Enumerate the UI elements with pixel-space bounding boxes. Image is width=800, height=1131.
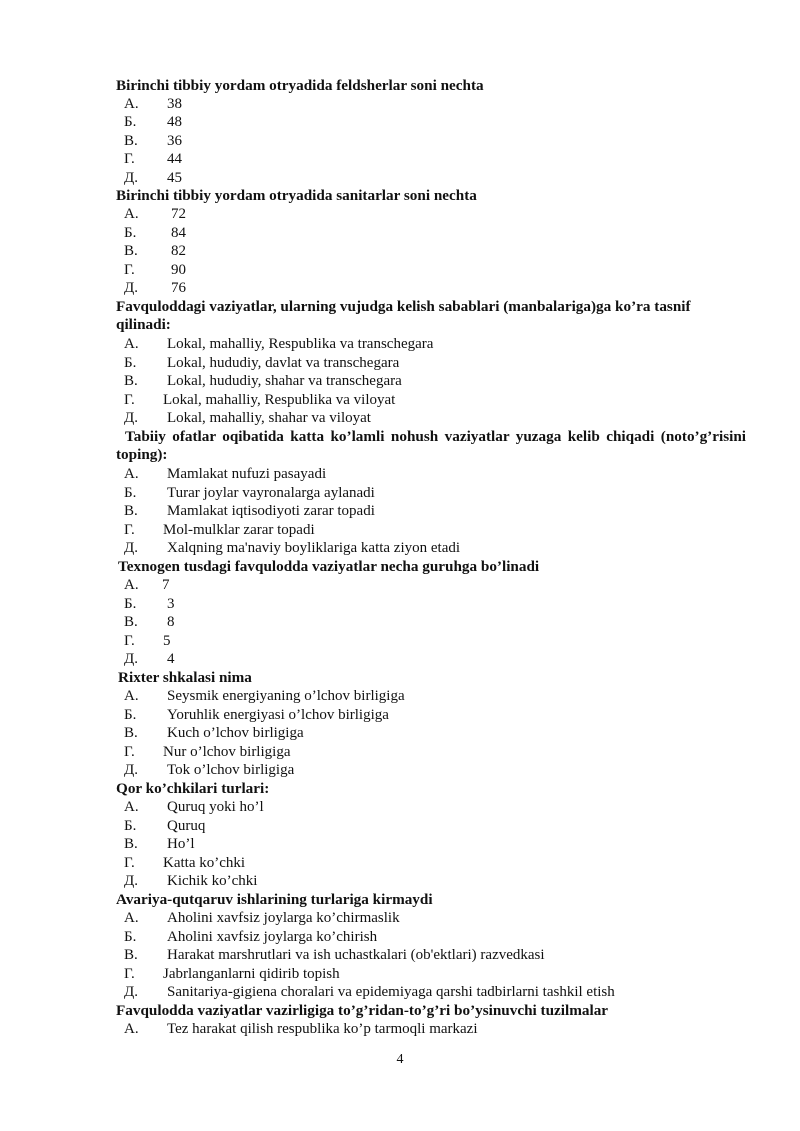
answer-text: Mamlakat nufuzi pasayadi [167,466,327,482]
answer-letter: Д. [124,280,138,296]
answer-text: Lokal, mahalliy, Respublika va transchegara [167,336,434,352]
page-number: 4 [396,1052,404,1067]
answer-letter: А. [124,799,139,815]
answer-letter: А. [124,206,139,222]
answer-letter: А. [124,336,139,352]
answer-letter: Б. [124,929,137,945]
answer-text: Lokal, hududiy, davlat va transchegara [167,355,400,371]
question-title: Qor ko’chkilari turlari: [116,780,270,797]
answer-text: 5 [163,633,171,649]
answer-letter: В. [124,503,138,519]
answer-text: 3 [167,596,175,612]
question-title: Texnogen tusdagi favqulodda vaziyatlar necha guruhga bo’linadi [118,558,540,575]
answer-letter: Б. [124,114,137,130]
answer-text: 38 [167,96,182,112]
answer-text: Seysmik energiyaning o’lchov birligiga [167,688,405,704]
answer-text: 7 [162,577,170,593]
answer-text: Lokal, mahalliy, shahar va viloyat [167,410,371,426]
question-title: Favqulodda vaziyatlar vazirligiga to’g’ridan-to’g’ri bo’ysinuvchi tuzilmalar [116,1002,609,1019]
answer-letter: Б. [124,225,137,241]
answer-text: Quruq yoki ho’l [167,799,264,815]
answer-letter: Д. [124,873,138,889]
answer-text: 44 [167,151,182,167]
answer-text: Yoruhlik energiyasi o’lchov birligiga [167,707,389,723]
answer-text: Jabrlanganlarni qidirib topish [163,966,340,982]
answer-text: 76 [171,280,186,296]
answer-letter: А. [124,1021,139,1037]
answer-letter: В. [124,725,138,741]
answer-letter: Б. [124,596,137,612]
answer-text: Mamlakat iqtisodiyoti zarar topadi [167,503,375,519]
answer-text: 4 [167,651,175,667]
answer-text: 8 [167,614,175,630]
question-title: Rixter shkalasi nima [118,669,252,686]
answer-text: Kichik ko’chki [167,873,258,889]
answer-text: Mol-mulklar zarar topadi [163,522,315,538]
answer-text: Quruq [167,818,206,834]
answer-text: 84 [171,225,186,241]
answer-letter: Г. [124,966,135,982]
answer-letter: Д. [124,984,138,1000]
answer-text: Lokal, hududiy, shahar va transchegara [167,373,402,389]
answer-letter: Д. [124,762,138,778]
answer-letter: Б. [124,707,137,723]
answer-text: Xalqning ma'naviy boyliklariga katta ziyon etadi [167,540,461,556]
question-title: Favqulоddagi vaziyatlar, ularning vujudga kelish sabablari (manbalariga)ga ko’ra tasnif qilinadi: [116,298,691,334]
answer-letter: Б. [124,355,137,371]
answer-text: Lokal, mahalliy, Respublika va viloyat [163,392,396,408]
answer-letter: А. [124,577,139,593]
answer-letter: А. [124,96,139,112]
answer-letter: А. [124,466,139,482]
answer-text: Tok o’lchov birligiga [167,762,295,778]
answer-letter: Г. [124,855,135,871]
question-title: Birinchi tibbiy yordam otryadida feldsherlar soni nechta [116,77,484,94]
answer-letter: Г. [124,151,135,167]
question-title: Avariya-qutqaruv ishlarining turlariga kirmaydi [116,891,433,908]
question-title: Birinchi tibbiy yordam otryadida sanitarlar soni nechta [116,187,477,204]
answer-text: 90 [171,262,186,278]
answer-letter: В. [124,614,138,630]
answer-text: Aholini xavfsiz joylarga ko’chirish [167,929,378,945]
answer-letter: Б. [124,818,137,834]
answer-text: Ho’l [167,836,195,852]
answer-text: Aholini xavfsiz joylarga ko’chirmaslik [167,910,400,926]
answer-letter: В. [124,947,138,963]
answer-letter: В. [124,373,138,389]
answer-letter: В. [124,133,138,149]
answer-letter: В. [124,836,138,852]
answer-letter: Г. [124,262,135,278]
answer-letter: Б. [124,485,137,501]
answer-letter: Д. [124,651,138,667]
answer-letter: Г. [124,744,135,760]
answer-text: 36 [167,133,182,149]
answer-letter: В. [124,243,138,259]
answer-letter: Г. [124,633,135,649]
answer-text: Harakat marshrutlari va ish uchastkalari (ob'ektlari) razvedkasi [167,947,545,963]
answer-letter: Д. [124,410,138,426]
answer-text: 72 [171,206,186,222]
answer-text: Nur o’lchov birligiga [163,744,291,760]
answer-letter: Г. [124,392,135,408]
answer-text: 82 [171,243,186,259]
answer-letter: А. [124,910,139,926]
answer-text: Turar joylar vayronalarga aylanadi [167,485,375,501]
answer-letter: Д. [124,170,138,186]
answer-text: 48 [167,114,182,130]
answer-text: Sanitariya-gigiena choralari va epidemiyaga qarshi tadbirlarni tashkil etish [167,984,615,1000]
answer-text: Tez harakat qilish respublika ko’p tarmoqli markazi [167,1021,478,1037]
answer-letter: А. [124,688,139,704]
answer-text: Katta ko’chki [163,855,246,871]
answer-text: Kuch o’lchov birligiga [167,725,304,741]
answer-letter: Г. [124,522,135,538]
answer-text: 45 [167,170,182,186]
answer-letter: Д. [124,540,138,556]
question-title: Tabiiy ofatlar oqibatida katta ko’lamli nohush vaziyatlar yuzaga kelib chiqadi (noto’g’risini toping): [116,428,746,464]
